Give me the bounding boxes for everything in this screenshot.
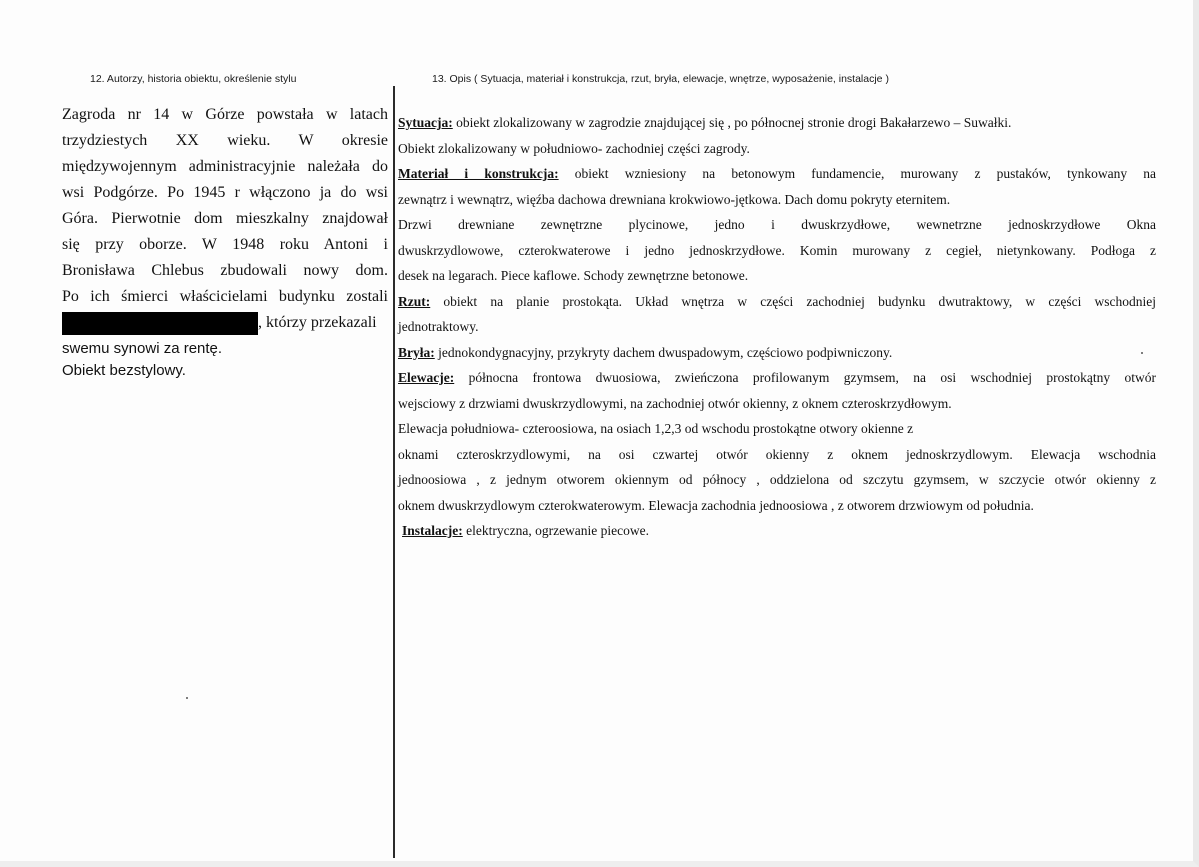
history-line: Góra. Pierwotnie dom mieszkalny znajdował [62, 210, 388, 227]
sytuacja-paragraph: Sytuacja: obiekt zlokalizowany w zagrodzie znajdującej się , po północnej stronie drogi Bakałarzewo – Suwałki. [398, 115, 1012, 130]
bryla-label: Bryła: [398, 344, 435, 360]
material-line: Drzwi drewniane zewnętrzne plycinowe, jedno i dwuskrzydłowe, wewnetrzne jednoskrzydłowe Okna [398, 217, 1156, 232]
bryla-paragraph: Bryła: jednokondygnacyjny, przykryty dachem dwuspadowym, częściowo podpiwniczony. [398, 344, 893, 360]
section-12-header: 12. Autorzy, historia obiektu, określenie stylu [90, 73, 297, 85]
history-line: międzywojennym administracyjnie należała do [62, 158, 388, 175]
elewacje-line: oknami czteroskrzydlowymi, na osi czwartej otwór okienny z oknem jednoskrzydlowym. Elewacja wschodnia [398, 446, 1156, 462]
sytuacja-line: Obiekt zlokalizowany w południowo- zachodniej części zagrody. [398, 140, 750, 156]
history-line: Bronisława Chlebus zbudowali nowy dom. [62, 262, 388, 279]
section-13-header: 13. Opis ( Sytuacja, materiał i konstrukcja, rzut, bryła, elewacje, wnętrze, wyposażenie, instalacje ) [432, 73, 889, 85]
history-line: wsi Podgórze. Po 1945 r włączono ja do wsi [62, 184, 388, 201]
elewacje-line: jednoosiowa , z jednym otworem okiennym od północy , oddzielona od szczytu gzymsem, w szczycie otwór okienny z [398, 472, 1156, 487]
scan-speck [1141, 352, 1143, 354]
rzut-line: jednotraktowy. [398, 319, 479, 334]
sytuacja-label: Sytuacja: [398, 115, 453, 130]
history-line: Zagroda nr 14 w Górze powstała w latach [62, 106, 388, 123]
history-line: się przy oborze. W 1948 roku Antoni i [62, 236, 388, 253]
history-column [62, 102, 388, 382]
scan-speck [186, 697, 188, 699]
material-line: dwuskrzydlowowe, czterokwaterowe i jedno jednoskrzydłowe. Komin murowany z cegieł, nietynkowany. Podłoga z [398, 242, 1156, 258]
elewacje-label: Elewacje: [398, 370, 455, 385]
history-line: swemu synowi za rentę. [62, 340, 223, 357]
rzut-label: Rzut: [398, 293, 431, 309]
redacted-line-tail: , którzy przekazali [258, 314, 377, 331]
material-line: zewnątrz i wewnątrz, więźba dachowa drewniana krokwiowo-jętkowa. Dach domu pokryty eternitem. [398, 191, 951, 207]
column-divider [393, 86, 395, 858]
material-paragraph: Materiał i konstrukcja: obiekt wzniesiony na betonowym fundamencie, murowany z pustaków, tynkowany na [398, 166, 1156, 181]
elewacje-paragraph: Elewacje: północna frontowa dwuosiowa, zwieńczona profilowanym gzymsem, na osi wschodniej prostokątny otwór [398, 370, 1156, 385]
elewacje-line: Elewacja południowa- czteroosiowa, na osiach 1,2,3 od wschodu prostokątne otwory okienne z [398, 421, 914, 436]
history-line: trzydziestych XX wieku. W okresie [62, 132, 388, 149]
history-line: Po ich śmierci właścicielami budynku zostali [62, 288, 388, 305]
description-column [398, 110, 1156, 544]
elewacje-line: wejsciowy z drzwiami dwuskrzydlowymi, na zachodniej otwór okienny, z oknem czteroskrzydłowym. [398, 395, 952, 411]
elewacje-line: oknem dwuskrzydlowym czterokwaterowym. Elewacja zachodnia jednoosiowa , z otworem drzwiowym od południa. [398, 497, 1034, 513]
instalacje-paragraph: Instalacje: elektryczna, ogrzewanie piecowe. [402, 523, 650, 538]
rzut-paragraph: Rzut: obiekt na planie prostokąta. Układ wnętrza w części zachodniej budynku dwutraktowy, w części wschodniej [398, 293, 1156, 309]
redaction-box [62, 312, 258, 335]
redacted-line [62, 310, 388, 336]
history-line: Obiekt bezstylowy. [62, 362, 186, 379]
material-label: Materiał i konstrukcja: [398, 166, 559, 181]
instalacje-label: Instalacje: [402, 523, 463, 538]
material-line: desek na legarach. Piece kaflowe. Schody zewnętrzne betonowe. [398, 268, 749, 283]
